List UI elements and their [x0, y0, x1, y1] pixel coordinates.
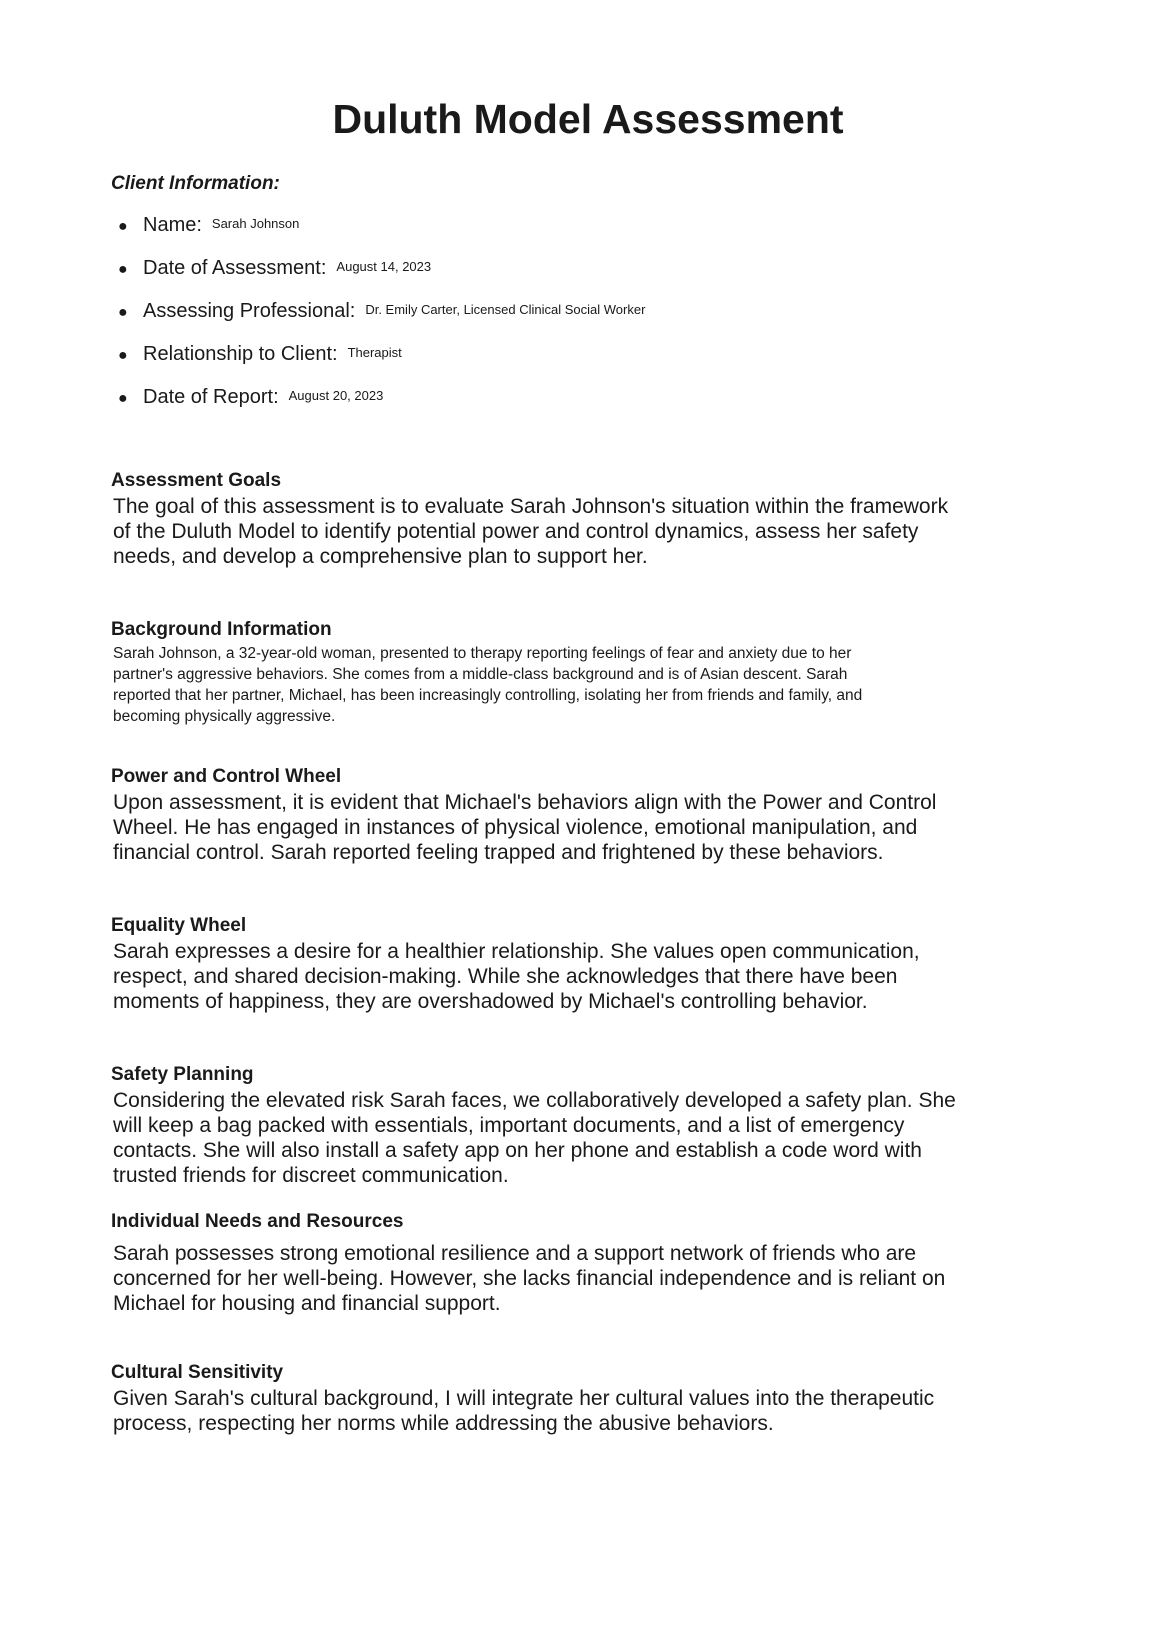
section-background-information [111, 619, 1071, 727]
paragraph-line: contacts. She will also install a safety app on her phone and establish a code word with [113, 1139, 922, 1162]
paragraph-line: Sarah possesses strong emotional resilience and a support network of friends who are [113, 1242, 917, 1265]
paragraph-line: process, respecting her norms while addressing the abusive behaviors. [113, 1412, 774, 1435]
section-power-and-control-wheel [111, 766, 1071, 865]
bullet-icon: ● [118, 218, 128, 235]
paragraph-line: of the Duluth Model to identify potential power and control dynamics, assess her safety [113, 520, 919, 543]
paragraph-line: will keep a bag packed with essentials, important documents, and a list of emergency [113, 1114, 905, 1137]
info-label: Date of Assessment: [143, 257, 327, 279]
section-heading: Equality Wheel [111, 915, 247, 936]
paragraph-line: trusted friends for discreet communication. [113, 1164, 509, 1187]
info-label: Name: [143, 214, 202, 236]
paragraph-line: financial control. Sarah reported feeling trapped and frightened by these behaviors. [113, 841, 884, 864]
section-heading: Assessment Goals [111, 470, 282, 491]
section-cultural-sensitivity [111, 1362, 1071, 1436]
list-item [118, 300, 645, 343]
paragraph-line: reported that her partner, Michael, has been increasingly controlling, isolating her from friends and family, and [113, 687, 863, 704]
paragraph-line: concerned for her well-being. However, she lacks financial independence and is reliant on [113, 1267, 946, 1290]
paragraph-line: The goal of this assessment is to evaluate Sarah Johnson's situation within the framework [113, 495, 949, 518]
bullet-icon: ● [118, 304, 128, 321]
list-item [118, 343, 645, 386]
section-assessment-goals [111, 470, 1071, 569]
list-item [118, 386, 645, 429]
section-heading: Safety Planning [111, 1064, 254, 1085]
section-individual-needs-and-resources [111, 1211, 1071, 1316]
info-value: Dr. Emily Carter, Licensed Clinical Social Worker [365, 302, 646, 317]
paragraph-line: needs, and develop a comprehensive plan to support her. [113, 545, 648, 568]
client-info-list [118, 214, 645, 429]
client-info-heading: Client Information: [111, 173, 280, 194]
paragraph-line: moments of happiness, they are overshadowed by Michael's controlling behavior. [113, 990, 868, 1013]
bullet-icon: ● [118, 347, 128, 364]
list-item [118, 214, 645, 257]
bullet-icon: ● [118, 390, 128, 407]
info-label: Relationship to Client: [143, 343, 338, 365]
section-equality-wheel [111, 915, 1071, 1014]
section-heading: Cultural Sensitivity [111, 1362, 284, 1383]
info-label: Date of Report: [143, 386, 279, 408]
paragraph-line: Sarah expresses a desire for a healthier relationship. She values open communication, [113, 940, 920, 963]
paragraph-line: Sarah Johnson, a 32-year-old woman, presented to therapy reporting feelings of fear and anxiety due to her [113, 645, 852, 662]
paragraph-line: Wheel. He has engaged in instances of physical violence, emotional manipulation, and [113, 816, 918, 839]
info-value: August 14, 2023 [336, 259, 432, 274]
list-item [118, 257, 645, 300]
info-value: Sarah Johnson [211, 216, 300, 231]
paragraph-line: respect, and shared decision-making. While she acknowledges that there have been [113, 965, 898, 988]
paragraph-line: partner's aggressive behaviors. She comes from a middle-class background and is of Asian descent. Sarah [113, 666, 848, 683]
info-value: Therapist [347, 345, 402, 360]
info-value: August 20, 2023 [288, 388, 384, 403]
section-heading: Background Information [111, 619, 332, 640]
info-label: Assessing Professional: [143, 300, 356, 322]
bullet-icon: ● [118, 261, 128, 278]
section-safety-planning [111, 1064, 1071, 1188]
paragraph-line: Considering the elevated risk Sarah faces, we collaboratively developed a safety plan. She [113, 1089, 956, 1112]
section-heading: Power and Control Wheel [111, 766, 342, 787]
paragraph-line: Upon assessment, it is evident that Michael's behaviors align with the Power and Control [113, 791, 937, 814]
paragraph-line: Michael for housing and financial support. [113, 1292, 501, 1315]
page-title: Duluth Model Assessment [332, 96, 844, 142]
paragraph-line: Given Sarah's cultural background, I will integrate her cultural values into the therapeutic [113, 1387, 935, 1410]
section-heading: Individual Needs and Resources [111, 1211, 404, 1232]
paragraph-line: becoming physically aggressive. [113, 708, 336, 725]
